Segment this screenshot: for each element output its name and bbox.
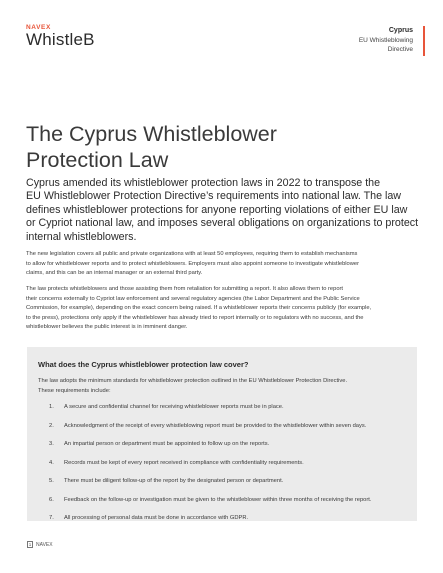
page-number: 1 <box>28 542 32 547</box>
list-item <box>49 459 371 478</box>
list-item <box>49 422 371 441</box>
paragraph-line: their concerns externally to Cypriot law enforcement and several regulatory agencies (the Labor Department and the Public Service <box>26 295 360 302</box>
lead-paragraph <box>26 177 426 244</box>
logo-product: WhistleB <box>26 30 95 49</box>
lead-line: internal whistleblowers. <box>26 230 137 243</box>
list-item <box>49 496 371 515</box>
item-number: 7. <box>49 515 54 521</box>
list-item <box>49 440 371 459</box>
box-title: What does the Cyprus whistleblower protection law cover? <box>38 360 249 369</box>
item-number: 1. <box>49 404 54 410</box>
header-country: Cyprus <box>388 27 413 34</box>
item-number: 3. <box>49 441 54 447</box>
item-number: 2. <box>49 422 54 429</box>
document-header <box>359 26 413 55</box>
page-title <box>26 121 277 173</box>
lead-line: defines whistleblower protections for anyone reporting violations of either EU law <box>26 203 408 216</box>
paragraph-line: whistleblower believes the public interest is in imminent danger. <box>26 324 188 331</box>
intro-line: These requirements include: <box>38 387 111 394</box>
requirements-box <box>27 347 417 521</box>
item-number: 4. <box>49 459 54 466</box>
header-subtitle-line1: EU Whistleblowing <box>358 36 413 44</box>
paragraph-line: claims, and this can be an internal manager or an external third party. <box>26 270 203 277</box>
list-item <box>49 403 371 422</box>
item-number: 5. <box>49 478 54 484</box>
item-text: There must be diligent follow-up of the report by the designated person or department. <box>64 478 284 484</box>
list-item <box>49 477 371 496</box>
item-number: 6. <box>49 496 54 503</box>
item-text: All processing of personal data must be done in accordance with GDPR. <box>64 515 249 521</box>
intro-line: The law adopts the minimum standards for whistleblower protection outlined in the EU Whistleblower Protection Directive. <box>38 378 348 384</box>
footer-brand: NAVEX <box>36 541 53 548</box>
box-intro <box>38 377 408 396</box>
lead-line: or Cypriot national law, and imposes several obligations on organizations to protect <box>26 217 419 230</box>
paragraph-line: The new legislation covers all public and private organizations with at least 50 employees, requiring them to establish mechanisms <box>26 251 358 257</box>
page-footer <box>27 541 53 548</box>
item-text: An impartial person or department must be appointed to follow up on the reports. <box>64 441 270 447</box>
navex-whistleb-logo <box>26 24 95 49</box>
item-text: A secure and confidential channel for receiving whistleblower reports must be in place. <box>64 404 284 410</box>
lead-line: EU Whistleblower Protection Directive’s requirements into national law. The law <box>26 190 402 203</box>
title-line: The Cyprus Whistleblower <box>26 122 277 146</box>
title-line: Protection Law <box>26 148 169 172</box>
logo-brand: NAVEX <box>26 24 51 31</box>
body-paragraph-protections <box>26 285 421 333</box>
body-paragraph-coverage <box>26 250 421 279</box>
item-text: Acknowledgment of the receipt of every whistleblowing report must be provided to the whistleblower within seven days. <box>64 422 367 429</box>
list-item <box>49 514 371 533</box>
lead-line: Cyprus amended its whistleblower protection laws in 2022 to transpose the <box>26 177 381 189</box>
paragraph-line: to the press), protections only apply if the whistleblower has already tried to report internally or to regulators with no success, and the <box>26 314 364 321</box>
header-subtitle-line2: Directive <box>387 46 413 53</box>
header-accent-bar <box>423 26 425 56</box>
paragraph-line: The law protects whistleblowers and those assisting them from retaliation for submitting a report. It also allows them to report <box>26 286 344 292</box>
item-text: Records must be kept of every report received in compliance with confidentiality requirements. <box>64 459 304 466</box>
paragraph-line: Commission, for example), depending on the exact concern being raised. If a whistleblower reports their concerns publicly (for example, <box>26 305 372 312</box>
item-text: Feedback on the follow-up or investigation must be given to the whistleblower within three months of receiving the report. <box>64 496 372 503</box>
requirements-list <box>49 403 371 533</box>
paragraph-line: to allow for whistleblower reports and to protect whistleblowers. Employers must also appoint someone to investigate whistleblower <box>26 260 360 267</box>
